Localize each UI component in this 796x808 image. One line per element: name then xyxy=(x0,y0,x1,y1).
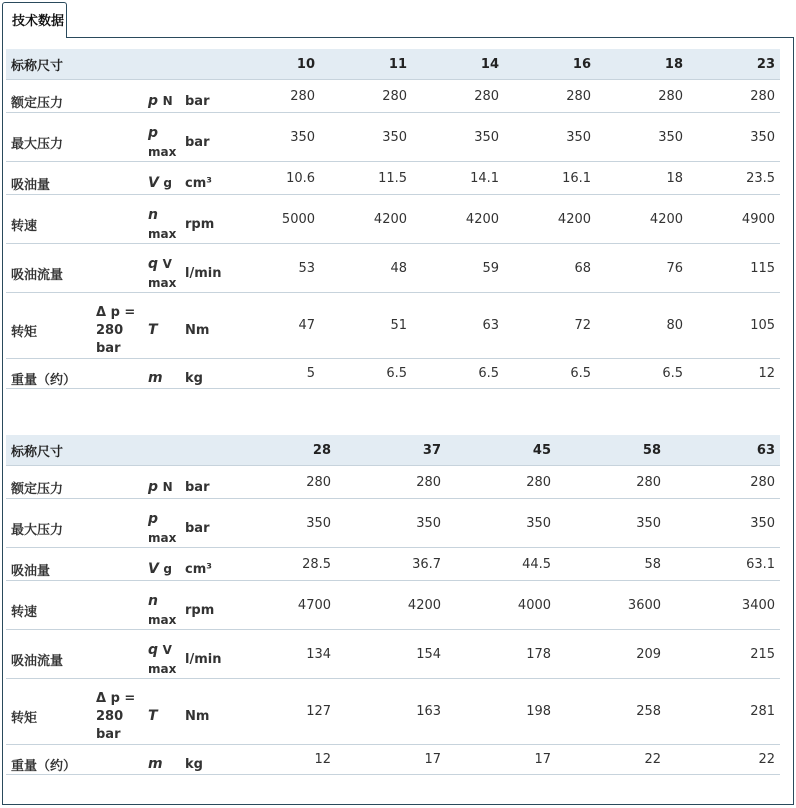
header-label: 标称尺寸 xyxy=(6,49,258,80)
value-cell: 80 xyxy=(596,293,688,359)
value-cell: 68 xyxy=(504,244,596,293)
param-condition xyxy=(96,162,148,195)
value-cell: 5 xyxy=(258,359,320,389)
value-cell: 350 xyxy=(320,113,412,162)
header-size: 28 xyxy=(258,435,336,466)
value-cell: 280 xyxy=(446,466,556,499)
value-cell: 280 xyxy=(320,80,412,113)
param-unit: cm³ xyxy=(185,162,258,195)
header-size: 16 xyxy=(504,49,596,80)
value-cell: 16.1 xyxy=(504,162,596,195)
param-condition xyxy=(96,679,148,745)
param-unit: bar xyxy=(185,80,258,113)
param-name: 额定压力 xyxy=(6,80,96,113)
value-cell: 280 xyxy=(666,466,780,499)
param-unit: cm³ xyxy=(185,548,258,581)
param-name: 吸油量 xyxy=(6,548,96,581)
value-cell: 5000 xyxy=(258,195,320,244)
value-cell: 105 xyxy=(688,293,780,359)
value-cell: 280 xyxy=(258,80,320,113)
symbol-main: V xyxy=(148,174,159,191)
symbol-main: V xyxy=(148,560,159,577)
value-cell: 134 xyxy=(258,630,336,679)
value-cell: 280 xyxy=(596,80,688,113)
table-header-row xyxy=(6,49,780,80)
value-cell: 12 xyxy=(688,359,780,389)
value-cell: 198 xyxy=(446,679,556,745)
header-size: 10 xyxy=(258,49,320,80)
header-label: 标称尺寸 xyxy=(6,435,258,466)
header-size: 11 xyxy=(320,49,412,80)
param-name: 最大压力 xyxy=(6,499,96,548)
value-cell: 4700 xyxy=(258,581,336,630)
header-size: 58 xyxy=(556,435,666,466)
value-cell: 280 xyxy=(504,80,596,113)
value-cell: 53 xyxy=(258,244,320,293)
symbol-subscript: N xyxy=(162,479,173,494)
value-cell: 178 xyxy=(446,630,556,679)
value-cell: 258 xyxy=(556,679,666,745)
param-unit: bar xyxy=(185,499,258,548)
param-unit: bar xyxy=(185,113,258,162)
value-cell: 4900 xyxy=(688,195,780,244)
param-unit: l/min xyxy=(185,630,258,679)
symbol-main: p xyxy=(148,510,159,527)
table-header-row xyxy=(6,435,780,466)
value-cell: 280 xyxy=(336,466,446,499)
value-cell: 36.7 xyxy=(336,548,446,581)
value-cell: 4200 xyxy=(320,195,412,244)
value-cell: 59 xyxy=(412,244,504,293)
value-cell: 115 xyxy=(688,244,780,293)
header-size: 63 xyxy=(666,435,780,466)
table-row xyxy=(6,162,780,195)
param-unit: rpm xyxy=(185,581,258,630)
symbol-subscript-max: max xyxy=(148,275,177,290)
param-condition xyxy=(96,745,148,775)
spec-table-2 xyxy=(6,435,780,775)
param-symbol xyxy=(148,499,185,548)
param-condition xyxy=(96,80,148,113)
value-cell: 22 xyxy=(666,745,780,775)
symbol-main: n xyxy=(148,592,158,609)
value-cell: 58 xyxy=(556,548,666,581)
header-size: 45 xyxy=(446,435,556,466)
param-condition xyxy=(96,359,148,389)
value-cell: 6.5 xyxy=(412,359,504,389)
value-cell: 154 xyxy=(336,630,446,679)
symbol-subscript-max: max xyxy=(148,612,177,627)
condition-line: bar xyxy=(96,340,121,356)
value-cell: 6.5 xyxy=(320,359,412,389)
value-cell: 44.5 xyxy=(446,548,556,581)
condition-line: Δ p = xyxy=(96,304,136,320)
param-unit: Nm xyxy=(185,679,258,745)
value-cell: 215 xyxy=(666,630,780,679)
table-row xyxy=(6,630,780,679)
param-symbol xyxy=(148,113,185,162)
table-row xyxy=(6,679,780,745)
symbol-main: T xyxy=(148,322,158,338)
value-cell: 350 xyxy=(688,113,780,162)
symbol-main: q xyxy=(148,255,159,272)
param-name: 转矩 xyxy=(6,293,96,359)
value-cell: 350 xyxy=(556,499,666,548)
param-condition xyxy=(96,466,148,499)
value-cell: 3400 xyxy=(666,581,780,630)
param-unit: kg xyxy=(185,745,258,775)
param-symbol xyxy=(148,630,185,679)
param-condition xyxy=(96,244,148,293)
param-condition xyxy=(96,548,148,581)
condition-line: bar xyxy=(96,726,121,742)
value-cell: 63.1 xyxy=(666,548,780,581)
condition-line: 280 xyxy=(96,322,124,338)
param-name: 吸油流量 xyxy=(6,630,96,679)
value-cell: 127 xyxy=(258,679,336,745)
spec-table-1 xyxy=(6,49,780,389)
param-symbol xyxy=(148,80,185,113)
value-cell: 350 xyxy=(596,113,688,162)
value-cell: 350 xyxy=(446,499,556,548)
tab-technical-data[interactable] xyxy=(2,2,67,38)
value-cell: 4200 xyxy=(504,195,596,244)
value-cell: 23.5 xyxy=(688,162,780,195)
header-size: 37 xyxy=(336,435,446,466)
symbol-subscript-max: max xyxy=(148,661,177,676)
value-cell: 280 xyxy=(258,466,336,499)
table-row xyxy=(6,548,780,581)
value-cell: 17 xyxy=(336,745,446,775)
value-cell: 18 xyxy=(596,162,688,195)
param-name: 重量（约） xyxy=(6,359,96,389)
value-cell: 163 xyxy=(336,679,446,745)
value-cell: 76 xyxy=(596,244,688,293)
symbol-main: p xyxy=(148,92,159,109)
value-cell: 280 xyxy=(688,80,780,113)
symbol-subscript: g xyxy=(163,175,172,190)
symbol-main: p xyxy=(148,124,159,141)
symbol-subscript-max: max xyxy=(148,226,177,241)
param-condition xyxy=(96,630,148,679)
param-name: 额定压力 xyxy=(6,466,96,499)
param-condition xyxy=(96,499,148,548)
value-cell: 14.1 xyxy=(412,162,504,195)
value-cell: 4200 xyxy=(336,581,446,630)
condition-line: 280 xyxy=(96,708,124,724)
symbol-main: T xyxy=(148,708,158,724)
symbol-subscript: V xyxy=(162,642,172,657)
value-cell: 72 xyxy=(504,293,596,359)
param-symbol xyxy=(148,244,185,293)
symbol-subscript-max: max xyxy=(148,144,177,159)
header-size: 14 xyxy=(412,49,504,80)
value-cell: 11.5 xyxy=(320,162,412,195)
value-cell: 350 xyxy=(258,113,320,162)
value-cell: 22 xyxy=(556,745,666,775)
param-unit: rpm xyxy=(185,195,258,244)
symbol-main: m xyxy=(148,370,163,386)
value-cell: 350 xyxy=(412,113,504,162)
param-symbol xyxy=(148,745,185,775)
param-unit: kg xyxy=(185,359,258,389)
param-condition xyxy=(96,195,148,244)
symbol-subscript: V xyxy=(162,256,172,271)
param-symbol xyxy=(148,548,185,581)
param-condition xyxy=(96,581,148,630)
table-row xyxy=(6,359,780,389)
table-row xyxy=(6,745,780,775)
table-row xyxy=(6,80,780,113)
symbol-main: p xyxy=(148,478,159,495)
value-cell: 350 xyxy=(666,499,780,548)
tab-label: 技术数据 xyxy=(12,14,65,29)
param-name: 吸油量 xyxy=(6,162,96,195)
param-symbol xyxy=(148,293,185,359)
table-row xyxy=(6,466,780,499)
param-condition xyxy=(96,113,148,162)
value-cell: 280 xyxy=(556,466,666,499)
table-row xyxy=(6,293,780,359)
value-cell: 281 xyxy=(666,679,780,745)
condition-line: Δ p = xyxy=(96,690,136,706)
param-symbol xyxy=(148,581,185,630)
value-cell: 280 xyxy=(412,80,504,113)
symbol-subscript: N xyxy=(162,93,173,108)
value-cell: 350 xyxy=(258,499,336,548)
value-cell: 10.6 xyxy=(258,162,320,195)
param-name: 重量（约） xyxy=(6,745,96,775)
value-cell: 48 xyxy=(320,244,412,293)
param-name: 转速 xyxy=(6,581,96,630)
param-symbol xyxy=(148,359,185,389)
value-cell: 4200 xyxy=(412,195,504,244)
value-cell: 350 xyxy=(336,499,446,548)
symbol-main: n xyxy=(148,206,158,223)
symbol-subscript: g xyxy=(163,561,172,576)
param-symbol xyxy=(148,162,185,195)
value-cell: 350 xyxy=(504,113,596,162)
param-name: 转矩 xyxy=(6,679,96,745)
value-cell: 3600 xyxy=(556,581,666,630)
table-row xyxy=(6,581,780,630)
value-cell: 4200 xyxy=(596,195,688,244)
param-unit: Nm xyxy=(185,293,258,359)
value-cell: 209 xyxy=(556,630,666,679)
param-name: 最大压力 xyxy=(6,113,96,162)
header-size: 18 xyxy=(596,49,688,80)
table-row xyxy=(6,244,780,293)
param-symbol xyxy=(148,466,185,499)
table-row xyxy=(6,499,780,548)
param-symbol xyxy=(148,195,185,244)
param-name: 转速 xyxy=(6,195,96,244)
value-cell: 17 xyxy=(446,745,556,775)
param-name: 吸油流量 xyxy=(6,244,96,293)
value-cell: 4000 xyxy=(446,581,556,630)
value-cell: 6.5 xyxy=(504,359,596,389)
header-size: 23 xyxy=(688,49,780,80)
value-cell: 28.5 xyxy=(258,548,336,581)
value-cell: 12 xyxy=(258,745,336,775)
value-cell: 51 xyxy=(320,293,412,359)
symbol-main: m xyxy=(148,756,163,772)
value-cell: 6.5 xyxy=(596,359,688,389)
param-unit: bar xyxy=(185,466,258,499)
value-cell: 47 xyxy=(258,293,320,359)
table-row xyxy=(6,195,780,244)
param-unit: l/min xyxy=(185,244,258,293)
param-symbol xyxy=(148,679,185,745)
symbol-subscript-max: max xyxy=(148,530,177,545)
param-condition xyxy=(96,293,148,359)
value-cell: 63 xyxy=(412,293,504,359)
symbol-main: q xyxy=(148,641,159,658)
table-row xyxy=(6,113,780,162)
